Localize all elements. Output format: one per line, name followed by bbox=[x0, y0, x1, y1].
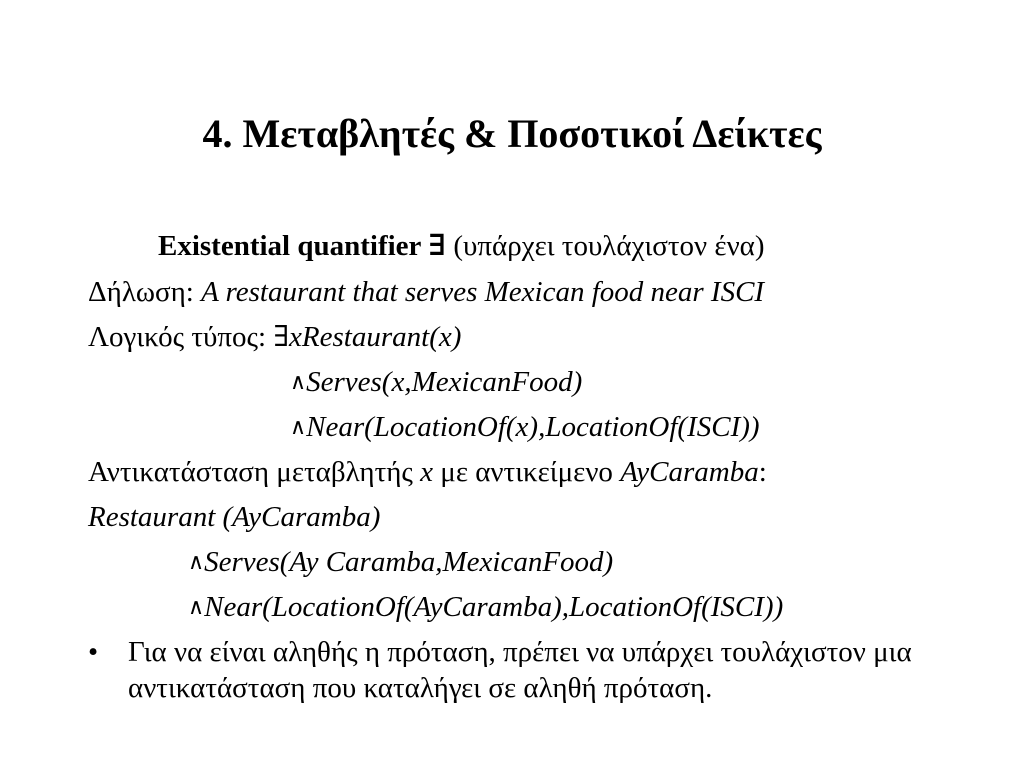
and-symbol: ∧ bbox=[188, 549, 205, 574]
substitution-colon: : bbox=[758, 456, 767, 488]
instance-conjunct-serves bbox=[188, 548, 613, 577]
exists-symbol: ∃ bbox=[273, 321, 290, 353]
substitution-line bbox=[88, 458, 767, 487]
substitution-part2: με αντικείμενο bbox=[433, 456, 621, 488]
quantifier-heading-gloss: (υπάρχει τουλάχιστον ένα) bbox=[446, 230, 765, 262]
instance-conjunct-near bbox=[188, 593, 783, 622]
logical-conjunct-near bbox=[290, 413, 760, 442]
instance-serves-text: Serves(Ay Caramba,MexicanFood) bbox=[204, 546, 614, 578]
logical-form-text: xRestaurant(x) bbox=[289, 321, 462, 353]
declaration-text: A restaurant that serves Mexican food near ISCI bbox=[201, 276, 765, 308]
declaration-label: Δήλωση: bbox=[88, 276, 202, 308]
conjunct-near-text: Near(LocationOf(x),LocationOf(ISCI)) bbox=[306, 411, 760, 443]
slide-title: 4. Μεταβλητές & Ποσοτικοί Δείκτες bbox=[202, 111, 822, 156]
logical-form-label: Λογικός τύπος: bbox=[88, 321, 274, 353]
instance-near-text: Near(LocationOf(AyCaramba),LocationOf(ISCI)) bbox=[204, 591, 784, 623]
substitution-object: AyCaramba bbox=[620, 456, 759, 488]
declaration-line bbox=[88, 278, 764, 307]
substitution-variable: x bbox=[420, 456, 434, 488]
logical-conjunct-serves bbox=[290, 368, 582, 397]
logical-form-line bbox=[88, 323, 461, 352]
instance-restaurant: Restaurant (AyCaramba) bbox=[88, 501, 381, 533]
quantifier-heading bbox=[158, 232, 765, 261]
quantifier-heading-bold: Existential quantifier ∃ bbox=[158, 230, 447, 262]
and-symbol: ∧ bbox=[290, 414, 307, 439]
bullet-text: Για να είναι αληθής η πρόταση, πρέπει να υπάρχει τουλάχιστον μια αντικατάσταση που καταλήγει σε αληθή πρόταση. bbox=[128, 636, 912, 704]
and-symbol: ∧ bbox=[188, 594, 205, 619]
and-symbol: ∧ bbox=[290, 369, 307, 394]
substitution-part1: Αντικατάσταση μεταβλητής bbox=[88, 456, 421, 488]
conjunct-serves-text: Serves(x,MexicanFood) bbox=[306, 366, 583, 398]
bullet-marker: • bbox=[88, 636, 99, 668]
